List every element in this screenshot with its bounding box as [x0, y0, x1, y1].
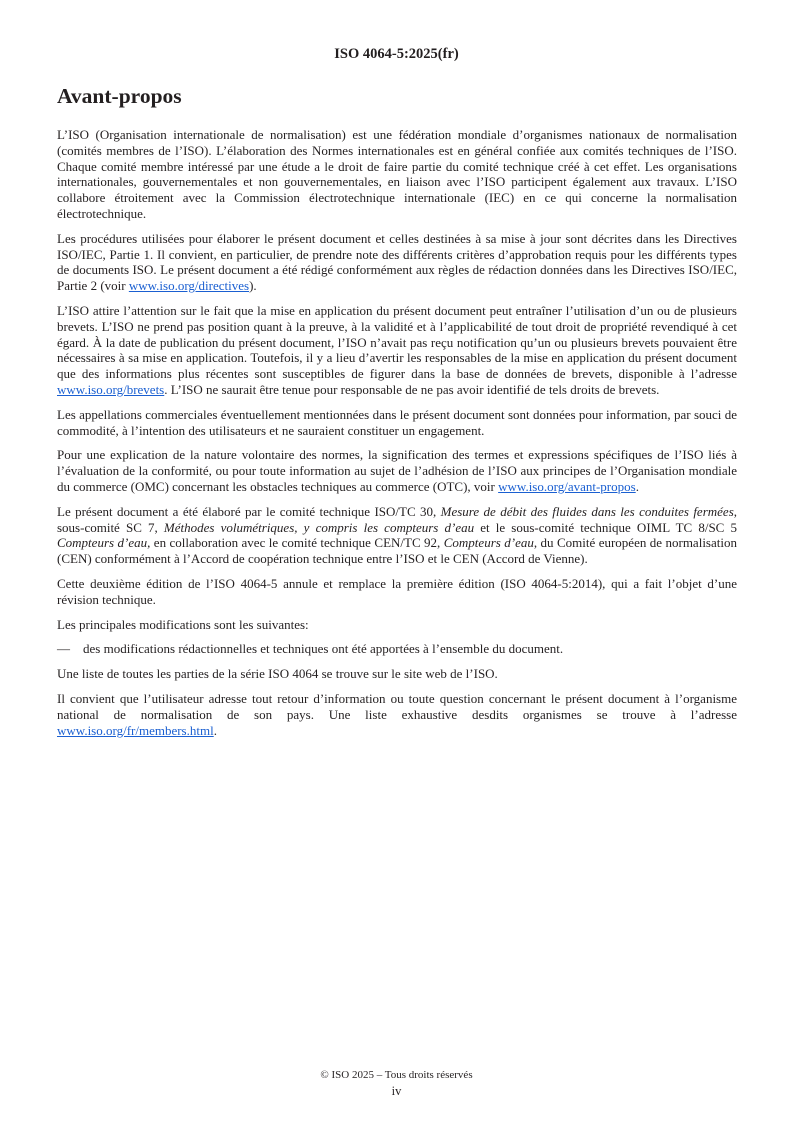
document-identifier: ISO 4064-5:2025(fr) — [334, 46, 459, 62]
cen-committee-title: Compteurs d’eau — [443, 535, 534, 551]
page-title: Avant-propos — [57, 84, 182, 108]
paragraph-iso-organisation: L’ISO (Organisation internationale de normalisation) est une fédération mondiale d’organismes nationaux de normalisation (comités membres de l’ISO). L’élaboration des Normes internationales est en général confiée aux comités techniques de l’ISO. Chaque comité membre intéressé par une étude a le droit de faire partie du comité technique créé à cet effet. Les organisations internationales, gouvernementales et non gouvernementales, en liaison avec l’ISO participent également aux travaux. L’ISO collabore étroitement avec la Commission électrotechnique internationale (IEC) en ce qui concerne la normalisation électrotechnique. — [57, 127, 737, 221]
paragraph-text: . — [213, 722, 217, 738]
paragraph-feedback — [57, 691, 737, 738]
paragraph-text: et le sous-comité technique OIML TC 8/SC 5 — [474, 519, 737, 535]
paragraph-changes-intro: Les principales modifications sont les suivantes: — [57, 616, 309, 632]
list-item — [57, 641, 737, 657]
dash-bullet: — — [57, 641, 70, 657]
paragraph-trade-names: Les appellations commerciales éventuellement mentionnées dans le présent document sont données pour information, par souci de commodité, à l’intention des utilisateurs et ne sauraient constituer un engagement. — [57, 406, 737, 438]
paragraph-procedures — [57, 231, 737, 294]
link-avant-propos[interactable]: www.iso.org/avant-propos — [498, 478, 636, 494]
paragraph-text: . — [635, 478, 639, 494]
paragraph-text: Il convient que l’utilisateur adresse tout retour d’information ou toute question concernant le présent document à l’organisme national de normalisation de son pays. Une liste exhaustive desdits organismes se trouve à l’adresse — [57, 690, 737, 722]
paragraph-patents — [57, 303, 737, 398]
paragraph-text: ). — [249, 278, 257, 294]
paragraph-text: Le présent document a été élaboré par le comité technique ISO/TC 30, — [57, 503, 441, 519]
page-number: iv — [391, 1084, 402, 1098]
paragraph-edition: Cette deuxième édition de l’ISO 4064-5 annule et remplace la première édition (ISO 4064-5:2014), qui a fait l’objet d’une révision technique. — [57, 575, 737, 607]
paragraph-text: en collaboration avec le comité technique CEN/TC 92, — [150, 535, 444, 551]
page-footer — [0, 1067, 793, 1099]
committee-title: Mesure de débit des fluides dans les conduites fermées — [440, 503, 734, 519]
paragraph-text: . L’ISO ne saurait être tenue pour responsable de ne pas avoir identifié de tels droits de brevets. — [164, 381, 660, 397]
link-members[interactable]: www.iso.org/fr/members.html — [57, 722, 214, 738]
paragraph-text: L’ISO attire l’attention sur le fait que la mise en application du présent document peut entraîner l’utilisation d’un ou de plusieurs brevets. L’ISO ne prend pas position quant à la preuve, à la validité et à l’applicabilité de tout droit de propriété revendiqué à cet égard. À la date de publication du présent document, l’ISO n’avait pas reçu notification qu’un ou plusieurs brevets pouvaient être nécessaires à sa mise en application. Toutefois, il y a lieu d’avertir les responsables de la mise en application du présent document que des informations plus récentes sont susceptibles de figurer dans la base de données de brevets, disponible à l’adresse — [57, 302, 737, 382]
foreword-body — [57, 127, 737, 747]
link-brevets[interactable]: www.iso.org/brevets — [57, 381, 165, 397]
paragraph-text: , sous-comité SC 7, — [57, 503, 737, 535]
paragraph-text: , du Comité européen de normalisation (CEN) conformément à l’Accord de coopération technique entre l’ISO et le CEN (Accord de Vienne). — [57, 535, 737, 567]
subcommittee-title: Méthodes volumétriques, y compris les compteurs d’eau — [163, 519, 475, 535]
list-item-text: des modifications rédactionnelles et techniques ont été apportées à l’ensemble du document. — [83, 641, 564, 657]
oiml-subcommittee-title: Compteurs d’eau, — [57, 535, 151, 551]
copyright-notice: © ISO 2025 – Tous droits réservés — [320, 1069, 473, 1081]
paragraph-voluntary-nature — [57, 447, 737, 494]
paragraph-text: Pour une explication de la nature volontaire des normes, la signification des termes et expressions spécifiques de l’ISO liés à l’évaluation de la conformité, ou pour toute information au sujet de l’adhésion de l’ISO aux principes de l’Organisation mondiale du commerce (OMC) concernant les obstacles techniques au commerce (OTC), voir — [57, 447, 737, 494]
paragraph-committee — [57, 504, 737, 567]
paragraph-series-list: Une liste de toutes les parties de la série ISO 4064 se trouve sur le site web de l’ISO. — [57, 666, 498, 682]
paragraph-text: Les procédures utilisées pour élaborer le présent document et celles destinées à sa mise à jour sont décrites dans les Directives ISO/IEC, Partie 1. Il convient, en particulier, de prendre note des différents critères d’approbation requis pour les différents types de documents ISO. Le présent document a été rédigé conformément aux règles de rédaction données dans les Directives ISO/IEC, Partie 2 (voir — [57, 230, 737, 294]
link-directives[interactable]: www.iso.org/directives — [128, 278, 250, 294]
